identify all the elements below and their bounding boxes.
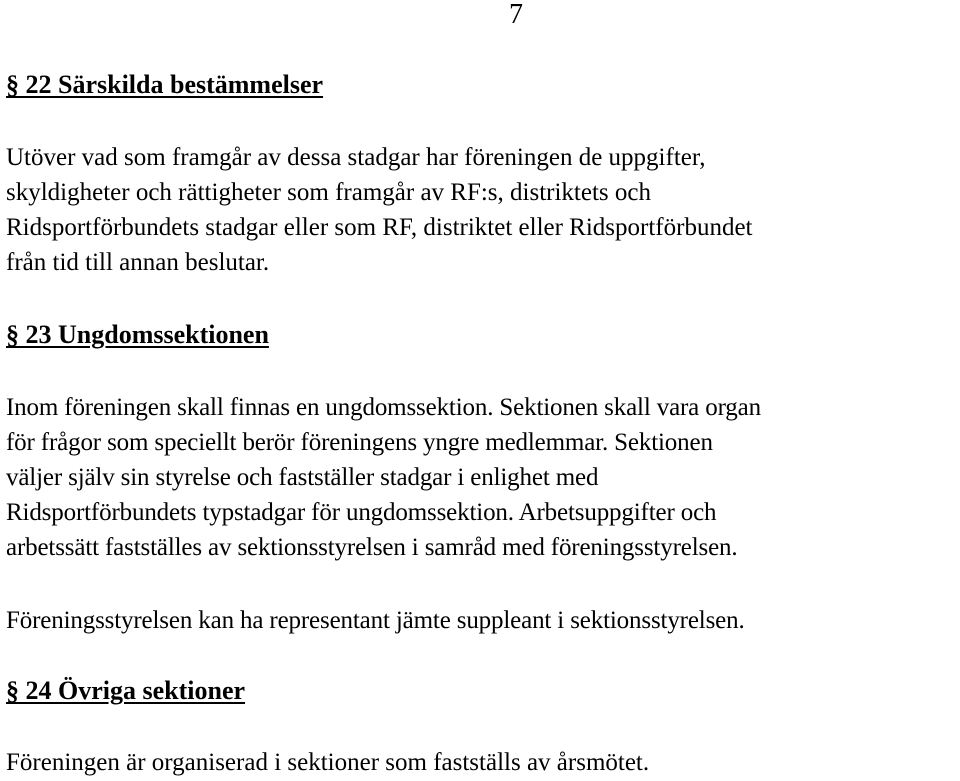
paragraph-line: för frågor som speciellt berör föreningens yngre medlemmar. Sektionen [6, 429, 713, 456]
section-heading-23: § 23 Ungdomssektionen [6, 320, 269, 349]
section-heading-22: § 22 Särskilda bestämmelser [6, 70, 324, 99]
section-heading-24: § 24 Övriga sektioner [6, 676, 246, 705]
paragraph-line: Inom föreningen skall finnas en ungdomssektion. Sektionen skall vara organ [6, 394, 761, 421]
paragraph-line: arbetssätt fastställes av sektionsstyrelsen i samråd med föreningsstyrelsen. [6, 534, 738, 561]
paragraph-line: Ridsportförbundets typstadgar för ungdomssektion. Arbetsuppgifter och [6, 499, 717, 526]
section-22-paragraph [6, 140, 958, 280]
paragraph-line: skyldigheter och rättigheter som framgår av RF:s, distriktets och [6, 179, 651, 206]
section-24-paragraph [6, 745, 958, 780]
paragraph-line: väljer själv sin styrelse och fastställer stadgar i enlighet med [6, 464, 599, 491]
paragraph-line: Föreningsstyrelsen kan ha representant jämte suppleant i sektionsstyrelsen. [6, 607, 745, 634]
paragraph-line: Utöver vad som framgår av dessa stadgar har föreningen de uppgifter, [6, 144, 706, 171]
paragraph-line: Föreningen är organiserad i sektioner som fastställs av årsmötet. [6, 749, 650, 776]
paragraph-line: från tid till annan beslutar. [6, 249, 270, 276]
paragraph-line: Ridsportförbundets stadgar eller som RF, distriktet eller Ridsportförbundet [6, 214, 753, 241]
section-23-paragraph-2 [6, 603, 958, 638]
page-number: 7 [509, 0, 523, 30]
section-23-paragraph-1 [6, 390, 958, 565]
